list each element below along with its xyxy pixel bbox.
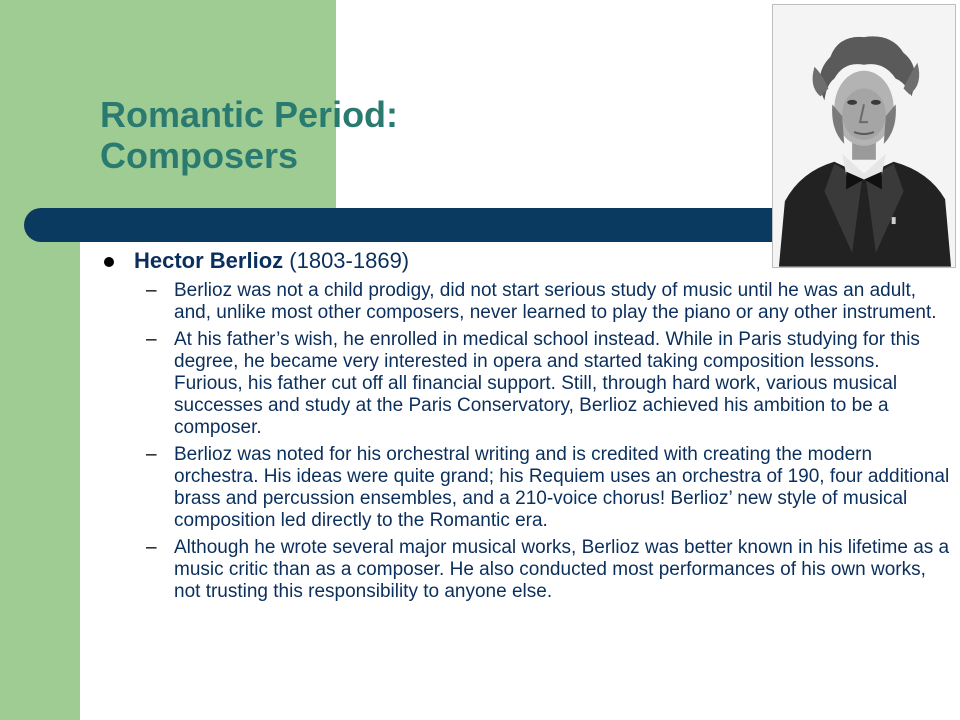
subpoint-text: Berlioz was noted for his orchestral writing and is credited with creating the modern orchestra. His ideas were quite grand; his Requiem uses an orchestra of 190, four additional brass and percussion ensembles, and a 210-voice chorus! Berlioz’ new style of musical composition led directly to the Romantic era. <box>174 444 950 531</box>
list-item <box>102 444 952 532</box>
list-item <box>102 537 952 603</box>
dash-marker: – <box>146 329 157 350</box>
subpoint-text: Although he wrote several major musical works, Berlioz was better known in his lifetime as a music critic than as a composer. He also conducted most performances of his own works, not trusting this responsibility to anyone else. <box>174 537 950 602</box>
portrait-drawing <box>773 5 955 267</box>
bullet-dot-icon <box>104 257 114 267</box>
slide-body <box>102 248 952 608</box>
dash-marker: – <box>146 537 157 558</box>
title-divider-bar <box>24 208 794 242</box>
composer-dates: (1803-1869) <box>283 248 410 273</box>
composer-name: Hector Berlioz <box>134 248 284 273</box>
subpoint-list <box>102 280 952 603</box>
bullet-heading <box>102 248 952 274</box>
title-line-2: Composers <box>100 135 299 176</box>
list-item <box>102 329 952 439</box>
berlioz-portrait-image <box>772 4 956 268</box>
subpoint-text: At his father’s wish, he enrolled in medical school instead. While in Paris studying for this degree, he became very interested in opera and started taking composition lessons. Furious, his father cut off all financial support. Still, through hard work, various musical successes and study at the Paris Conservatory, Berlioz achieved his ambition to be a composer. <box>174 329 920 438</box>
dash-marker: – <box>146 280 157 301</box>
title-line-1: Romantic Period: <box>100 94 399 135</box>
green-side-band <box>0 0 80 720</box>
dash-marker: – <box>146 444 157 465</box>
subpoint-text: Berlioz was not a child prodigy, did not start serious study of music until he was an adult, and, unlike most other composers, never learned to play the piano or any other instrument. <box>174 280 937 323</box>
list-item <box>102 280 952 324</box>
slide-title <box>100 94 398 176</box>
